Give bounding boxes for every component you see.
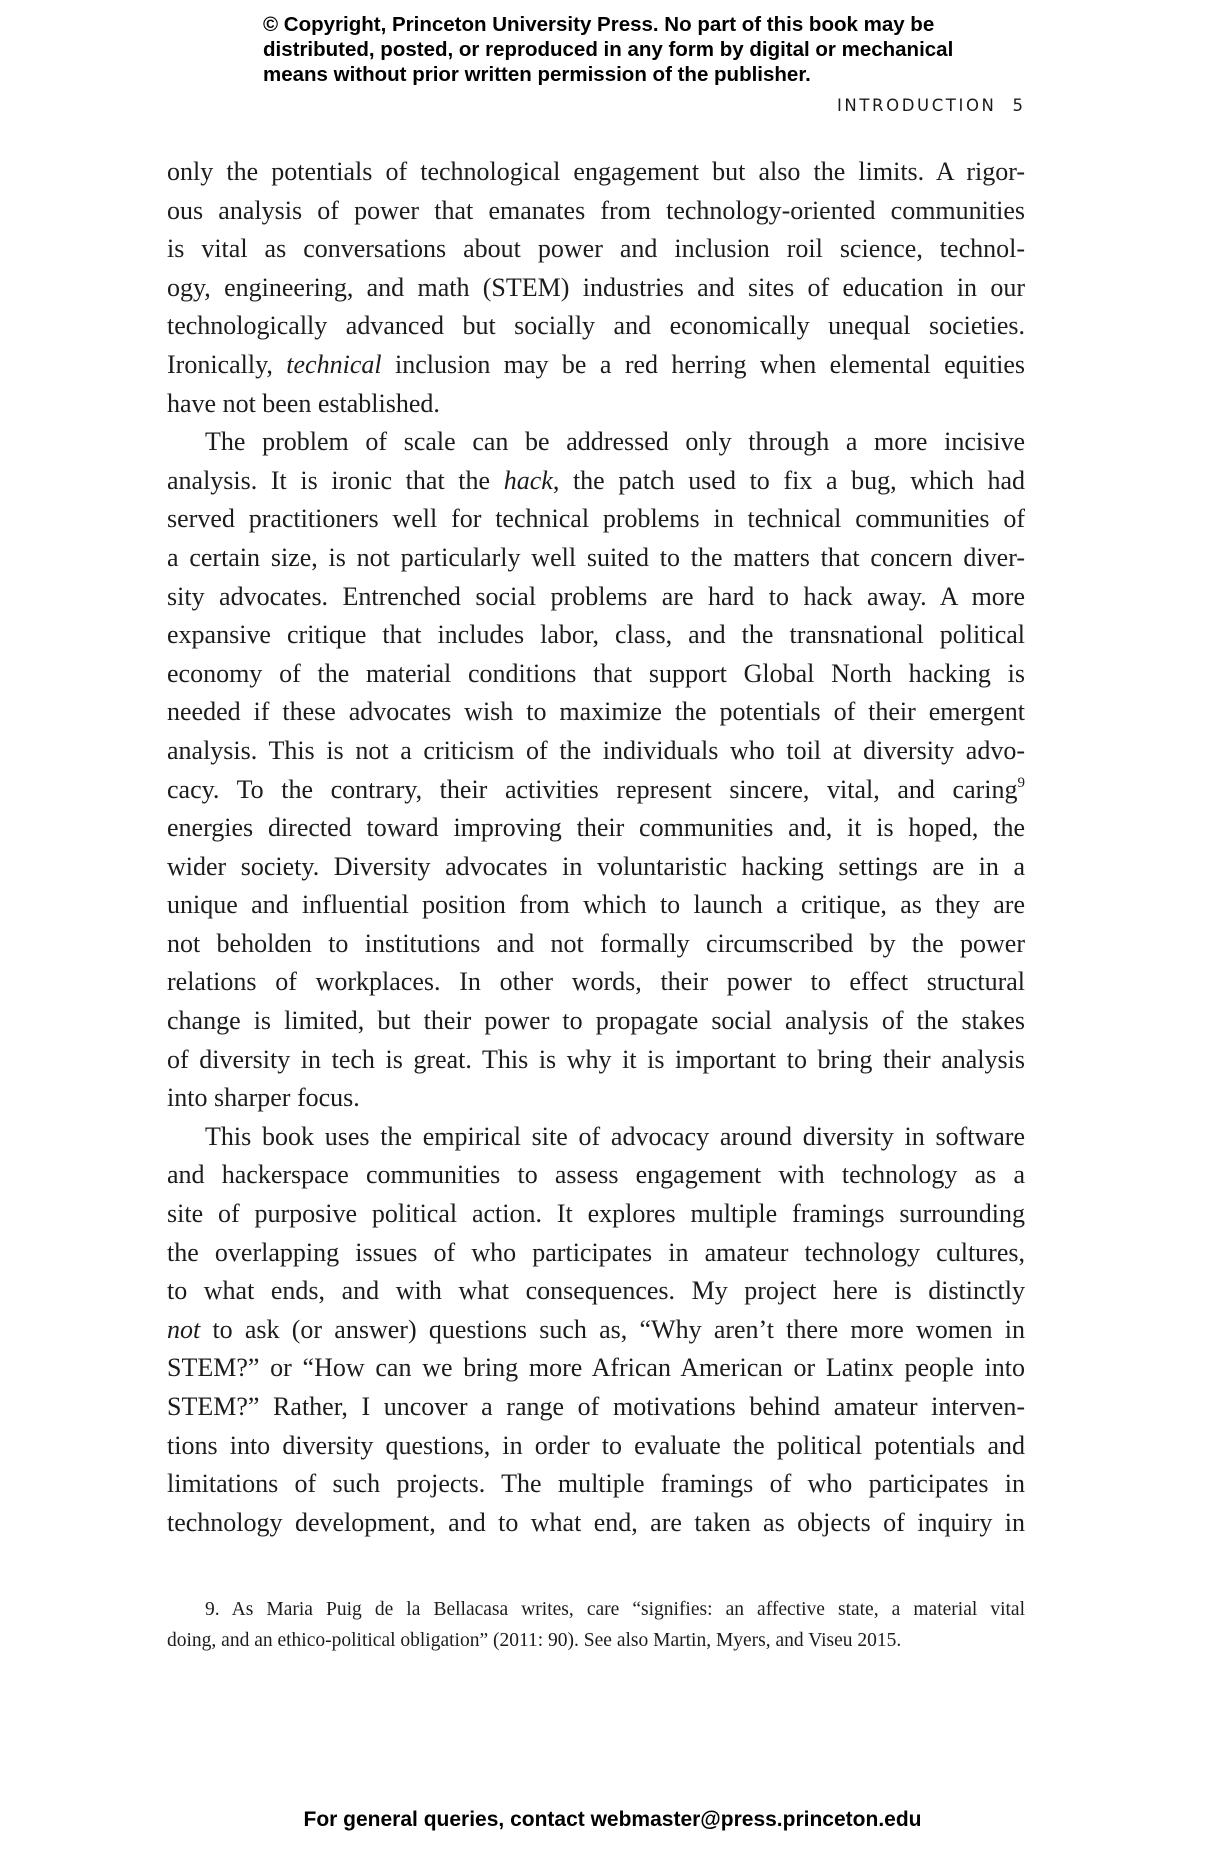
footer-contact: For general queries, contact webmaster@press.princeton.edu (303, 1808, 922, 1831)
text-line: technologically advanced but socially and economically unequal societies. (167, 311, 1025, 341)
copyright-line: distributed, posted, or reproduced in any form by digital or mechanical (263, 38, 954, 61)
text-line: STEM?” Rather, I uncover a range of motivations behind amateur interven- (167, 1392, 1025, 1421)
text-fragment: inclusion may be a red herring when elemental equities (381, 349, 1025, 379)
paragraph-3 (167, 1118, 1025, 1543)
text-line (167, 1311, 1025, 1350)
text-line: only the potentials of technological engagement but also the limits. A rigor- (167, 157, 1025, 186)
emphasis: not (167, 1314, 201, 1344)
paragraph-1 (167, 153, 1025, 423)
text-line (167, 346, 1025, 385)
running-head (837, 96, 1023, 115)
text-line: energies directed toward improving their communities and, it is hoped, the (167, 813, 1025, 843)
footnote-marker[interactable]: 9 (1017, 774, 1025, 791)
text-fragment: analysis. It is ironic that the (167, 465, 504, 495)
text-line: analysis. This is not a criticism of the individuals who toil at diversity advo- (167, 735, 1025, 765)
text-line: served practitioners well for technical problems in technical communities of (167, 504, 1025, 534)
text-line: ous analysis of power that emanates from technology-oriented communities (167, 195, 1025, 225)
text-line: a certain size, is not particularly well suited to the matters that concern diver- (167, 542, 1025, 572)
text-line: needed if these advocates wish to maximize the potentials of their emergent (167, 697, 1025, 727)
text-line: wider society. Diversity advocates in voluntaristic hacking settings are in a (167, 851, 1025, 881)
text-line: site of purposive political action. It explores multiple framings surrounding (167, 1199, 1025, 1229)
text-line: technology development, and to what end, are taken as objects of inquiry in (167, 1507, 1025, 1537)
text-line (167, 771, 1025, 810)
text-fragment: , the patch used to fix a bug, which had (552, 465, 1026, 495)
text-line: expansive critique that includes labor, class, and the transnational political (167, 620, 1025, 650)
text-line: The problem of scale can be addressed only through a more incisive (205, 427, 1025, 457)
text-line: This book uses the empirical site of advocacy around diversity in software (205, 1121, 1025, 1151)
text-line: is vital as conversations about power and inclusion roil science, technol- (167, 234, 1025, 264)
text-line: ogy, engineering, and math (STEM) industries and sites of education in our (167, 272, 1025, 302)
emphasis: technical (286, 349, 382, 379)
chapter-title: INTRODUCTION (836, 96, 997, 115)
footnote (167, 1594, 1025, 1656)
text-line: tions into diversity questions, in order to evaluate the political potentials and (167, 1430, 1025, 1460)
emphasis: hack (503, 465, 553, 495)
text-line: limitations of such projects. The multiple framings of who participates in (167, 1469, 1025, 1499)
page-number: 5 (1012, 96, 1023, 115)
text-line: STEM?” or “How can we bring more African American or Latinx people into (167, 1353, 1025, 1383)
text-line: the overlapping issues of who participates in amateur technology cultures, (167, 1237, 1025, 1267)
text-line: sity advocates. Entrenched social problems are hard to hack away. A more (167, 581, 1025, 611)
paragraph-2 (167, 423, 1025, 1118)
copyright-line: means without prior written permission of the publisher. (263, 63, 811, 86)
text-fragment: cacy. To the contrary, their activities represent sincere, vital, and caring (167, 774, 1018, 804)
text-line: to what ends, and with what consequences. My project here is distinctly (167, 1276, 1025, 1306)
footnote-line: doing, and an ethico-political obligation” (2011: 90). See also Martin, Myers, and Viseu 2015. (167, 1630, 902, 1651)
text-line (167, 462, 1025, 501)
text-line: relations of workplaces. In other words, their power to effect structural (167, 967, 1025, 997)
body-text (167, 153, 1025, 1542)
text-line: unique and influential position from which to launch a critique, as they are (167, 890, 1025, 920)
copyright-line: © Copyright, Princeton University Press. No part of this book may be (263, 13, 935, 36)
text-line: have not been established. (167, 388, 440, 418)
text-line: change is limited, but their power to propagate social analysis of the stakes (167, 1006, 1025, 1036)
text-line: into sharper focus. (167, 1083, 360, 1113)
text-line: and hackerspace communities to assess engagement with technology as a (167, 1160, 1025, 1190)
text-line: not beholden to institutions and not formally circumscribed by the power (167, 928, 1025, 958)
footnote-line: 9. As Maria Puig de la Bellacasa writes, care “signifies: an affective state, a material vital (205, 1599, 1025, 1620)
text-line: of diversity in tech is great. This is why it is important to bring their analysis (167, 1044, 1025, 1074)
text-fragment: to ask (or answer) questions such as, “Why aren’t there more women in (200, 1314, 1025, 1344)
text-fragment: Ironically, (167, 349, 287, 379)
copyright-notice (263, 12, 963, 87)
text-line: economy of the material conditions that support Global North hacking is (167, 658, 1025, 688)
